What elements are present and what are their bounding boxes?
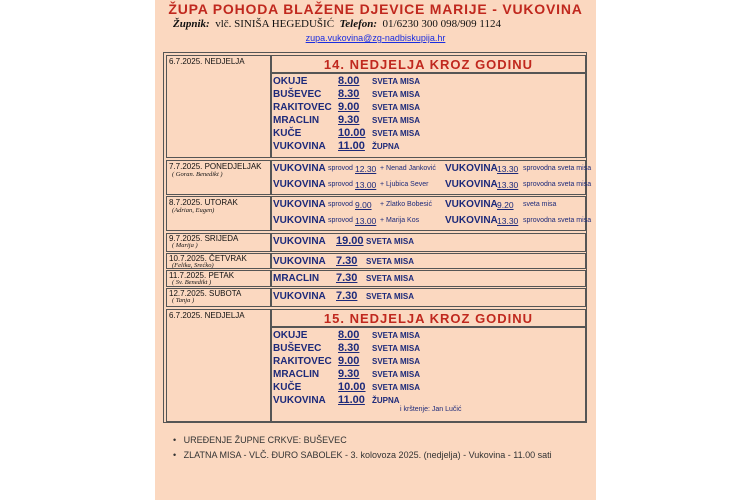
mass-note: SVETA MISA (372, 383, 421, 392)
day-note: SVETA MISA (366, 257, 415, 266)
funeral-person: + Marija Kos (380, 217, 420, 224)
mass-time: 8.30 (338, 342, 360, 354)
mass-note: SVETA MISA (372, 331, 421, 340)
mass-time: 8.30 (338, 88, 360, 100)
day-saints: ( Sv. Benedikt ) (172, 279, 212, 286)
mass-note: SVETA MISA (372, 344, 421, 353)
mass-place-2: VUKOVINA (445, 179, 498, 190)
funeral-kind: sprovod (328, 181, 353, 188)
mass-time-2: 9.20 (497, 200, 514, 210)
mass-place: KUČE (273, 382, 302, 393)
mass-time: 9.30 (338, 114, 360, 126)
day-time: 7.30 (336, 255, 358, 267)
phone-numbers: 01/6230 300 098/909 1124 (382, 18, 502, 30)
funeral-person: + Zlatko Bobesić (380, 201, 432, 208)
mass-time-2: 13.30 (497, 180, 519, 190)
weekday-saints: (Adrian, Eugen) (172, 207, 215, 214)
note-text: ZLATNA MISA - VLČ. ĐURO SABOLEK - 3. kolovoza 2025. (nedjelja) - Vukovina - 11.00 sati (183, 450, 552, 460)
day-date: 11.7.2025. PETAK (169, 271, 235, 280)
week1-date: 6.7.2025. NEDJELJA (169, 57, 245, 66)
mass-kind-2: sprovodna sveta misa (523, 181, 592, 188)
pastor-line (173, 18, 501, 30)
day-place: VUKOVINA (273, 291, 326, 302)
mass-place: VUKOVINA (273, 395, 326, 406)
email-link[interactable]: zupa.vukovina@zg-nadbiskupija.hr (305, 33, 446, 43)
mass-time: 10.00 (338, 381, 366, 393)
mass-place: BUŠEVEC (273, 89, 322, 100)
mass-note: SVETA MISA (372, 77, 421, 86)
funeral-time: 9.00 (355, 200, 372, 210)
mass-place-2: VUKOVINA (445, 199, 498, 210)
funeral-time: 13.00 (355, 180, 377, 190)
mass-time: 11.00 (338, 394, 365, 406)
note-item: • ZLATNA MISA - VLČ. ĐURO SABOLEK - 3. kolovoza 2025. (nedjelja) - Vukovina - 11.00 sati (173, 450, 552, 460)
day-date: 12.7.2025. SUBOTA (169, 289, 242, 298)
mass-time-2: 13.30 (497, 164, 519, 174)
mass-kind-2: sprovodna sveta misa (523, 165, 592, 172)
mass-note: SVETA MISA (372, 116, 421, 125)
funeral-time: 13.00 (355, 216, 377, 226)
week2-date: 6.7.2025. NEDJELJA (169, 311, 245, 320)
mass-place: MRACLIN (273, 369, 320, 380)
funeral-place: VUKOVINA (273, 163, 326, 174)
mass-place-2: VUKOVINA (445, 163, 498, 174)
day-place: MRACLIN (273, 273, 320, 284)
day-place: VUKOVINA (273, 236, 326, 247)
mass-place: BUŠEVEC (273, 343, 322, 354)
mass-time: 8.00 (338, 329, 360, 341)
weekday-saints: ( Goran. Benedikt ) (172, 171, 223, 178)
funeral-kind: sprovod (328, 165, 353, 172)
mass-note: SVETA MISA (372, 90, 421, 99)
day-time: 19.00 (336, 235, 364, 247)
day-time: 7.30 (336, 290, 358, 302)
mass-place: RAKITOVEC (273, 356, 332, 367)
mass-place: VUKOVINA (273, 141, 326, 152)
funeral-place: VUKOVINA (273, 179, 326, 190)
day-saints: (Felika, Srećko) (172, 262, 214, 269)
mass-time: 9.30 (338, 368, 360, 380)
day-note: SVETA MISA (366, 292, 415, 301)
week2-date-cell (166, 309, 271, 422)
note-text: UREĐENJE ŽUPNE CRKVE: BUŠEVEC (183, 435, 347, 445)
day-place: VUKOVINA (273, 256, 326, 267)
mass-note: ŽUPNA (372, 142, 400, 151)
mass-note: SVETA MISA (372, 370, 421, 379)
funeral-place: VUKOVINA (273, 215, 326, 226)
day-note: SVETA MISA (366, 237, 415, 246)
funeral-kind: sprovod (328, 201, 353, 208)
week1-heading: 14. NEDJELJA KROZ GODINU (323, 57, 534, 72)
mass-place: RAKITOVEC (273, 102, 332, 113)
phone-label: Telefon: (339, 18, 378, 30)
mass-note: SVETA MISA (372, 357, 421, 366)
funeral-person: + Nenad Janković (380, 165, 436, 172)
mass-time: 9.00 (338, 355, 360, 367)
day-note: SVETA MISA (366, 274, 415, 283)
mass-kind-2: sveta misa (523, 201, 557, 208)
funeral-kind: sprovod (328, 217, 353, 224)
day-saints: ( Tanja ) (172, 297, 195, 304)
day-date: 9.7.2025. SRIJEDA (169, 234, 239, 243)
week2-heading: 15. NEDJELJA KROZ GODINU (323, 311, 534, 326)
mass-note: ŽUPNA (372, 396, 400, 405)
mass-kind-2: sprovodna sveta misa (523, 217, 592, 224)
note-item: • UREĐENJE ŽUPNE CRKVE: BUŠEVEC (173, 435, 347, 445)
pastor-name: vlč. SINIŠA HEGEDUŠIĆ (215, 18, 335, 30)
parish-title: ŽUPA POHODA BLAŽENE DJEVICE MARIJE - VUKOVINA (168, 1, 583, 17)
day-date: 10.7.2025. ČETVRAK (169, 254, 247, 263)
funeral-time: 12.30 (355, 164, 377, 174)
funeral-person: + Ljubica Sever (380, 181, 429, 188)
mass-place: MRACLIN (273, 115, 320, 126)
week1-date-cell (166, 55, 271, 158)
pastor-label: Župnik: (173, 18, 210, 30)
mass-place: OKUJE (273, 330, 308, 341)
mass-time-2: 13.30 (497, 216, 519, 226)
mass-time: 9.00 (338, 101, 360, 113)
day-saints: ( Marija ) (172, 242, 198, 249)
weekday-date: 7.7.2025. PONEDJELJAK (169, 162, 262, 171)
mass-note: SVETA MISA (372, 103, 421, 112)
funeral-place: VUKOVINA (273, 199, 326, 210)
mass-time: 11.00 (338, 140, 365, 152)
mass-note: SVETA MISA (372, 129, 421, 138)
mass-time: 10.00 (338, 127, 366, 139)
day-time: 7.30 (336, 272, 358, 284)
mass-place-2: VUKOVINA (445, 215, 498, 226)
mass-place: OKUJE (273, 76, 308, 87)
mass-place: KUČE (273, 128, 302, 139)
mass-time: 8.00 (338, 75, 360, 87)
weekday-date: 8.7.2025. UTORAK (169, 198, 238, 207)
baptism-note: i krštenje: Jan Lučić (400, 406, 462, 413)
bulletin-page (155, 0, 596, 500)
